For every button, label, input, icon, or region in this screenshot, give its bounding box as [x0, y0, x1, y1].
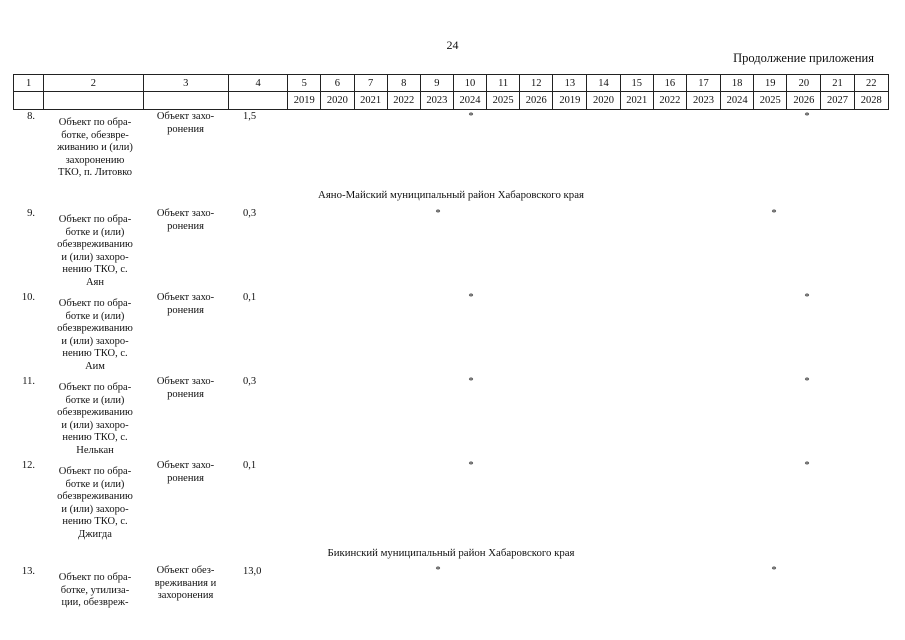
table-header: [13, 74, 889, 110]
year-cell: 2023: [420, 92, 453, 110]
schedule-mark: *: [435, 565, 441, 576]
year-cell: 2026: [787, 92, 821, 110]
col-number: 18: [721, 75, 754, 92]
object-type: Объект захо- ронения: [156, 111, 215, 135]
year-cell: 2024: [453, 92, 486, 110]
year-cell: 2019: [288, 92, 321, 110]
col-number: 2: [44, 75, 143, 92]
object-name: Объект по обра- ботке, утилиза- ции, обезвреж-: [58, 572, 132, 608]
schedule-mark: *: [804, 292, 810, 303]
section-heading: Аяно-Майский муниципальный район Хабаровского края: [318, 189, 584, 201]
object-type: Объект захо- ронения: [156, 460, 215, 484]
row-number: 12.: [21, 460, 35, 471]
schedule-mark: *: [804, 460, 810, 471]
col-number: 4: [228, 75, 287, 92]
schedule-mark: *: [468, 460, 474, 471]
year-cell: 2023: [686, 92, 720, 110]
col-number: 12: [520, 75, 553, 92]
col-number: 5: [288, 75, 321, 92]
col-number: 17: [686, 75, 720, 92]
year-cell: 2020: [321, 92, 354, 110]
year-cell: 2021: [620, 92, 653, 110]
year-cell: 2022: [387, 92, 420, 110]
object-name: Объект по обра- ботке и (или) обезвреживанию и (или) захоро- нению ТКО, с. Джигда: [57, 466, 133, 540]
col-number: 14: [587, 75, 620, 92]
col-number: 10: [453, 75, 486, 92]
row-number: 8.: [27, 111, 35, 122]
year-cell: 2025: [487, 92, 520, 110]
year-cell: 2028: [854, 92, 888, 110]
col-number: 6: [321, 75, 354, 92]
col-number: 16: [653, 75, 686, 92]
schedule-mark: *: [435, 208, 441, 219]
year-cell: 2026: [520, 92, 553, 110]
object-name: Объект по обра- ботке и (или) обезвреживанию и (или) захоро- нению ТКО, с. Аян: [57, 214, 133, 288]
col-number: 20: [787, 75, 821, 92]
row-number: 13.: [21, 566, 35, 577]
empty-cell: [14, 92, 44, 110]
capacity-value: 0,1: [243, 292, 257, 303]
col-number: 11: [487, 75, 520, 92]
col-number: 9: [420, 75, 453, 92]
capacity-value: 0,3: [243, 376, 257, 387]
page-number: 24: [446, 38, 459, 52]
empty-cell: [143, 92, 228, 110]
col-number: 19: [754, 75, 787, 92]
col-number: 15: [620, 75, 653, 92]
row-number: 11.: [22, 376, 35, 387]
empty-cell: [228, 92, 287, 110]
capacity-value: 0,1: [243, 460, 257, 471]
schedule-mark: *: [468, 292, 474, 303]
schedule-mark: *: [771, 565, 777, 576]
col-number: 22: [854, 75, 888, 92]
object-name: Объект по обра- ботке и (или) обезвреживанию и (или) захоро- нению ТКО, с. Аим: [57, 298, 133, 372]
year-cell: 2027: [821, 92, 854, 110]
continuation-label: Продолжение приложения: [733, 51, 874, 65]
year-cell: 2020: [587, 92, 620, 110]
col-number: 13: [553, 75, 587, 92]
col-number: 21: [821, 75, 854, 92]
table-body: [13, 109, 889, 640]
col-number: 3: [143, 75, 228, 92]
schedule-mark: *: [468, 111, 474, 122]
schedule-mark: *: [804, 376, 810, 387]
year-cell: 2025: [754, 92, 787, 110]
object-type: Объект захо- ронения: [156, 208, 215, 232]
section-heading: Бикинский муниципальный район Хабаровского края: [327, 547, 575, 559]
schedule-mark: *: [771, 208, 777, 219]
capacity-value: 13,0: [243, 566, 262, 577]
object-name: Объект по обра- ботке, обезвре- живанию и (или) захоронению ТКО, п. Литовко: [57, 117, 133, 178]
object-type: Объект захо- ронения: [156, 292, 215, 316]
year-cell: 2021: [354, 92, 387, 110]
col-number: 7: [354, 75, 387, 92]
schedule-mark: *: [804, 111, 810, 122]
empty-cell: [44, 92, 143, 110]
row-number: 10.: [21, 292, 35, 303]
object-type: Объект обез- вреживания и захоронения: [154, 565, 217, 601]
col-number: 1: [14, 75, 44, 92]
capacity-value: 1,5: [243, 111, 257, 122]
row-number: 9.: [27, 208, 35, 219]
year-cell: 2022: [653, 92, 686, 110]
col-number: 8: [387, 75, 420, 92]
capacity-value: 0,3: [243, 208, 257, 219]
schedule-mark: *: [468, 376, 474, 387]
object-type: Объект захо- ронения: [156, 376, 215, 400]
year-cell: 2024: [721, 92, 754, 110]
year-cell: 2019: [553, 92, 587, 110]
object-name: Объект по обра- ботке и (или) обезвреживанию и (или) захоро- нению ТКО, с. Нелькан: [57, 382, 133, 456]
